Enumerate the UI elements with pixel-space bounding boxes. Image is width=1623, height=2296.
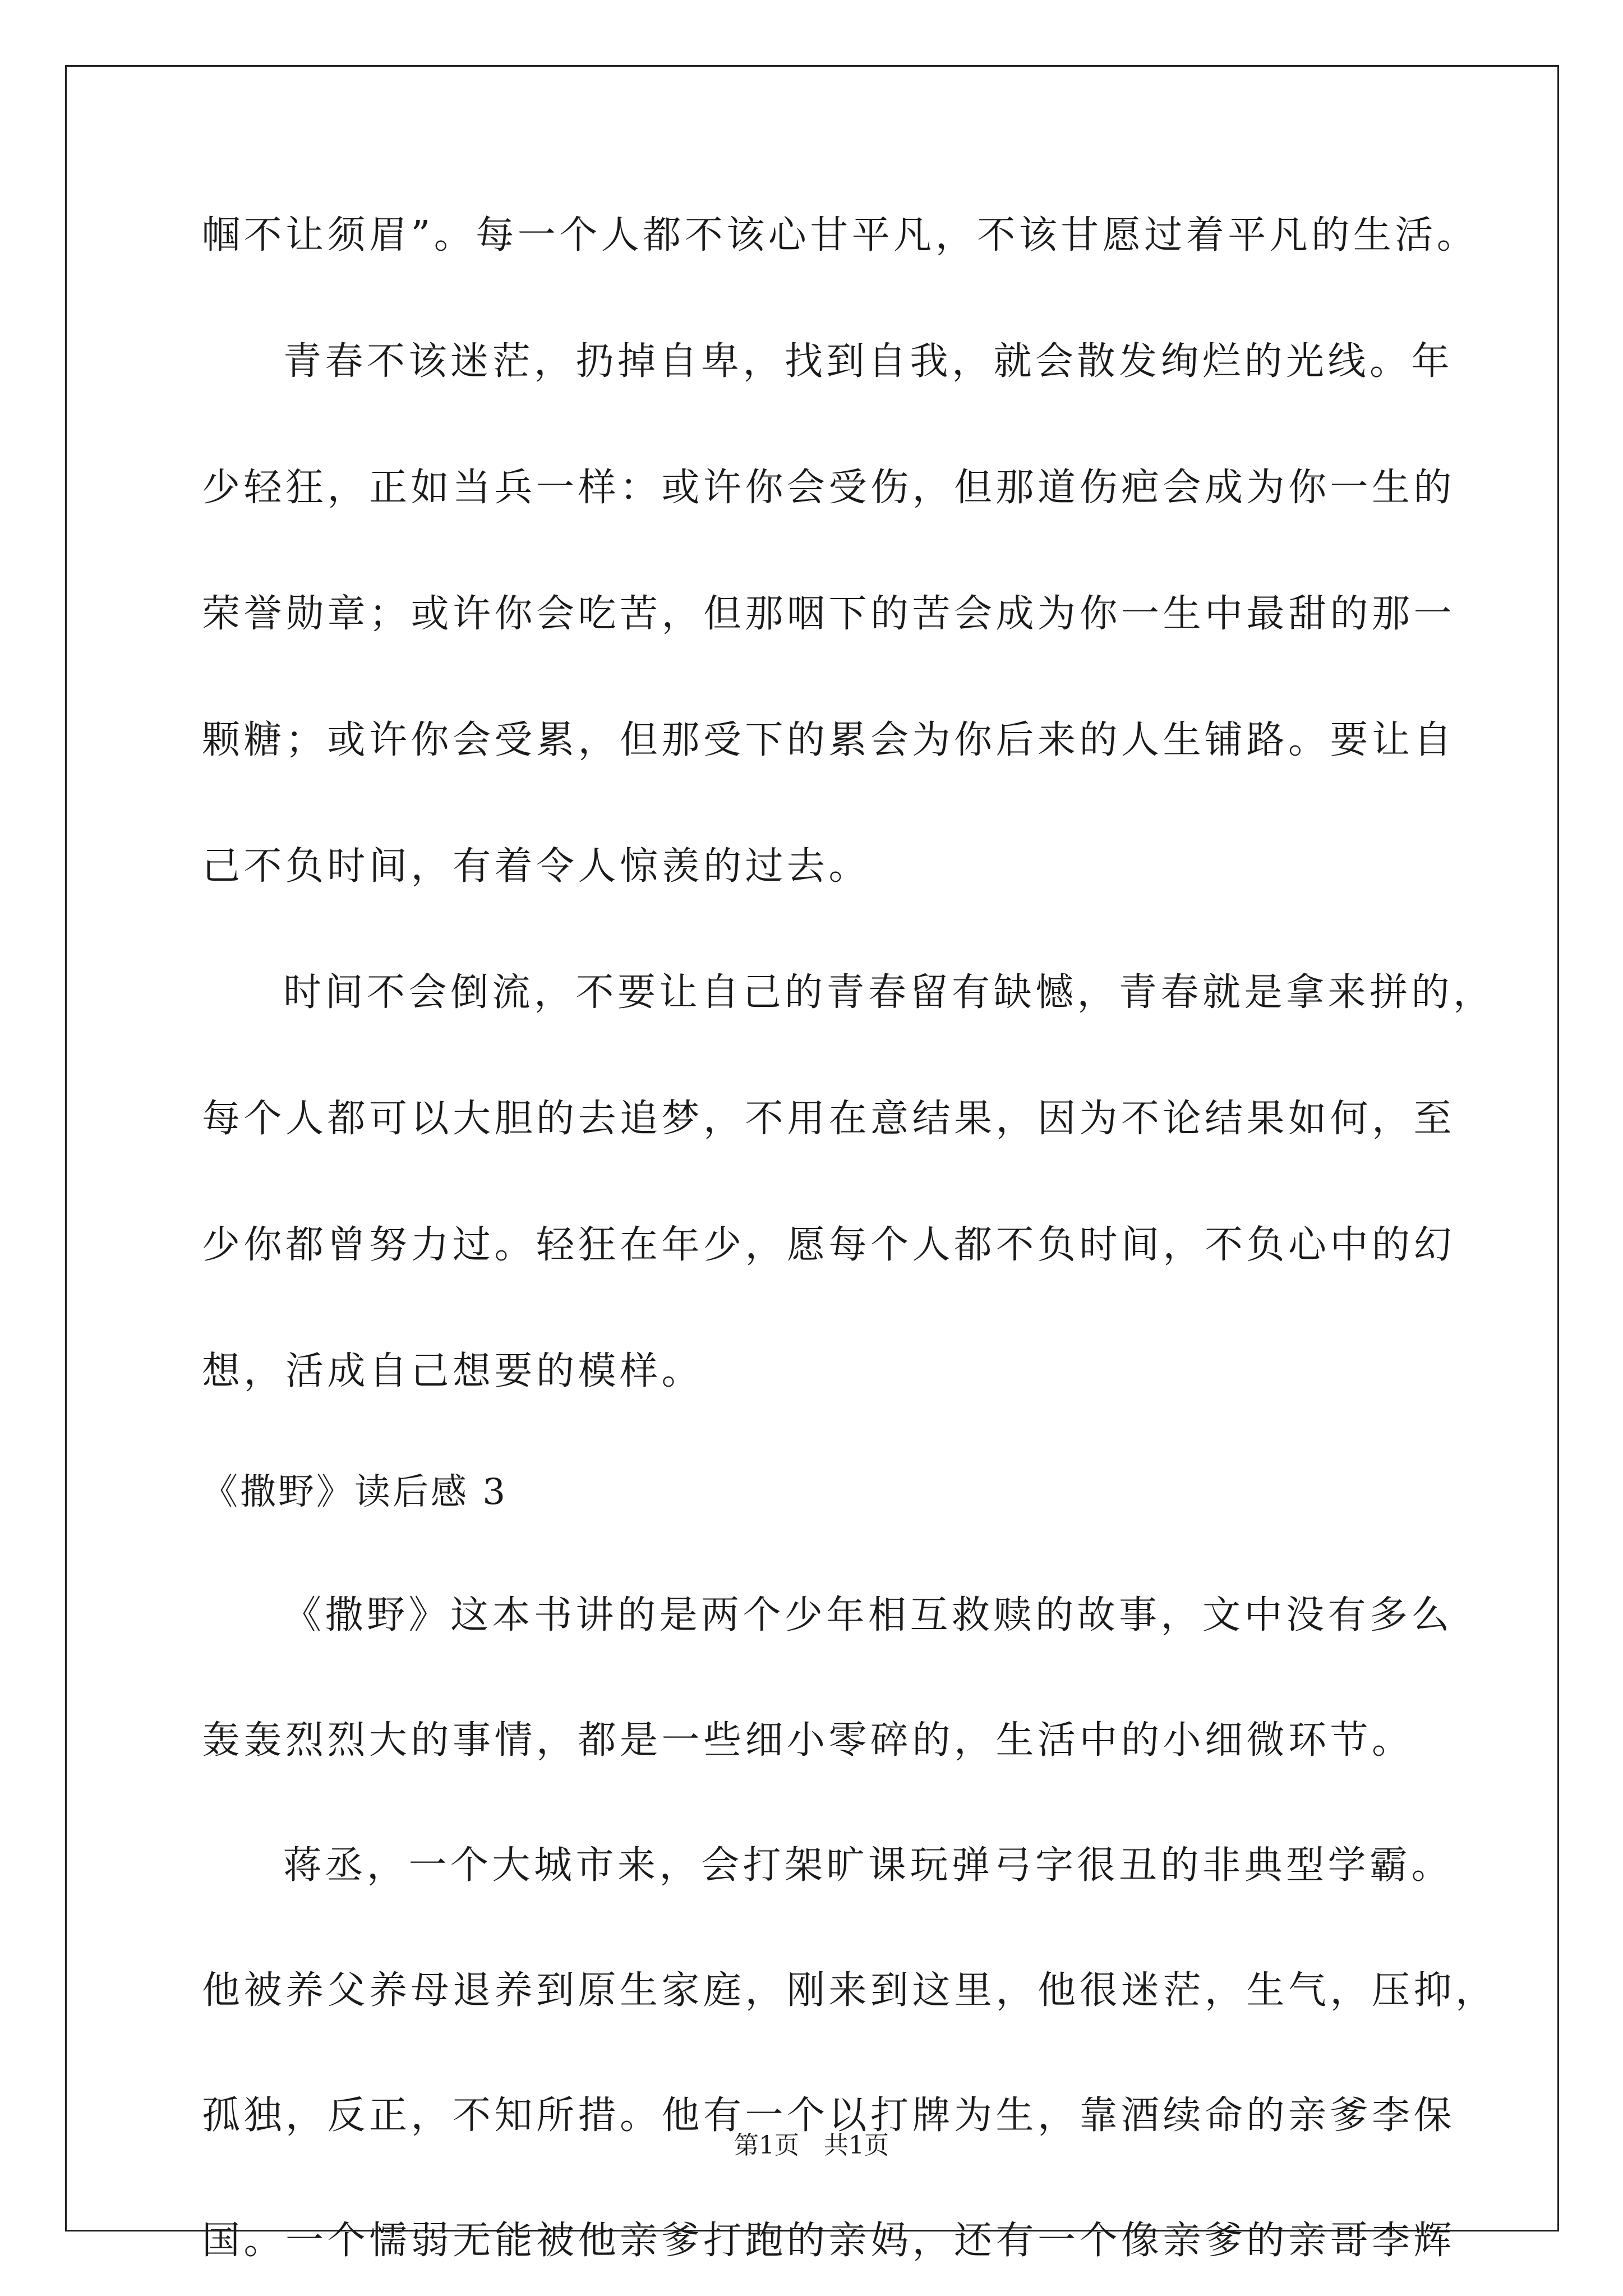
text-line: 荣誉勋章；或许你会吃苦，但那咽下的苦会成为你一生中最甜的那一 (202, 592, 1456, 636)
text-line: 《撒野》这本书讲的是两个少年相互救赎的故事，文中没有多么 (283, 1593, 1454, 1637)
text-line: 帼不让须眉”。每一个人都不该心甘平凡，不该甘愿过着平凡的生活。 (202, 213, 1479, 257)
text-line: 每个人都可以大胆的去追梦，不用在意结果，因为不论结果如何，至 (202, 1097, 1456, 1141)
text-line: 想，活成自己想要的模样。 (202, 1349, 704, 1393)
text-line: 己不负时间，有着令人惊羡的过去。 (202, 844, 871, 889)
text-line: 颗糖；或许你会受累，但那受下的累会为你后来的人生铺路。要让自 (202, 718, 1456, 762)
text-line: 少你都曾努力过。轻狂在年少，愿每个人都不负时间，不负心中的幻 (202, 1223, 1456, 1267)
text-line: 他被养父养母退养到原生家庭，刚来到这里，他很迷茫，生气，压抑， (202, 1968, 1497, 2013)
page-footer: 第1页 共1页 (734, 2131, 889, 2160)
text-line: 轰轰烈烈大的事情，都是一些细小零碎的，生活中的小细微环节。 (202, 1718, 1414, 1763)
text-line: 国。一个懦弱无能被他亲爹打跑的亲妈，还有一个像亲爹的亲哥李辉 (202, 2219, 1456, 2263)
section-heading: 《撒野》读后感 3 (202, 1471, 508, 1513)
text-line: 青春不该迷茫，扔掉自卑，找到自我，就会散发绚烂的光线。年 (283, 339, 1454, 384)
text-line: 时间不会倒流，不要让自己的青春留有缺憾，青春就是拿来拼的， (283, 970, 1495, 1015)
text-line: 蒋丞，一个大城市来，会打架旷课玩弹弓字很丑的非典型学霸。 (283, 1843, 1454, 1888)
text-line: 孤独，反正，不知所措。他有一个以打牌为生，靠酒续命的亲爹李保 (202, 2093, 1456, 2138)
text-line: 少轻狂，正如当兵一样：或许你会受伤，但那道伤疤会成为你一生的 (202, 466, 1456, 510)
